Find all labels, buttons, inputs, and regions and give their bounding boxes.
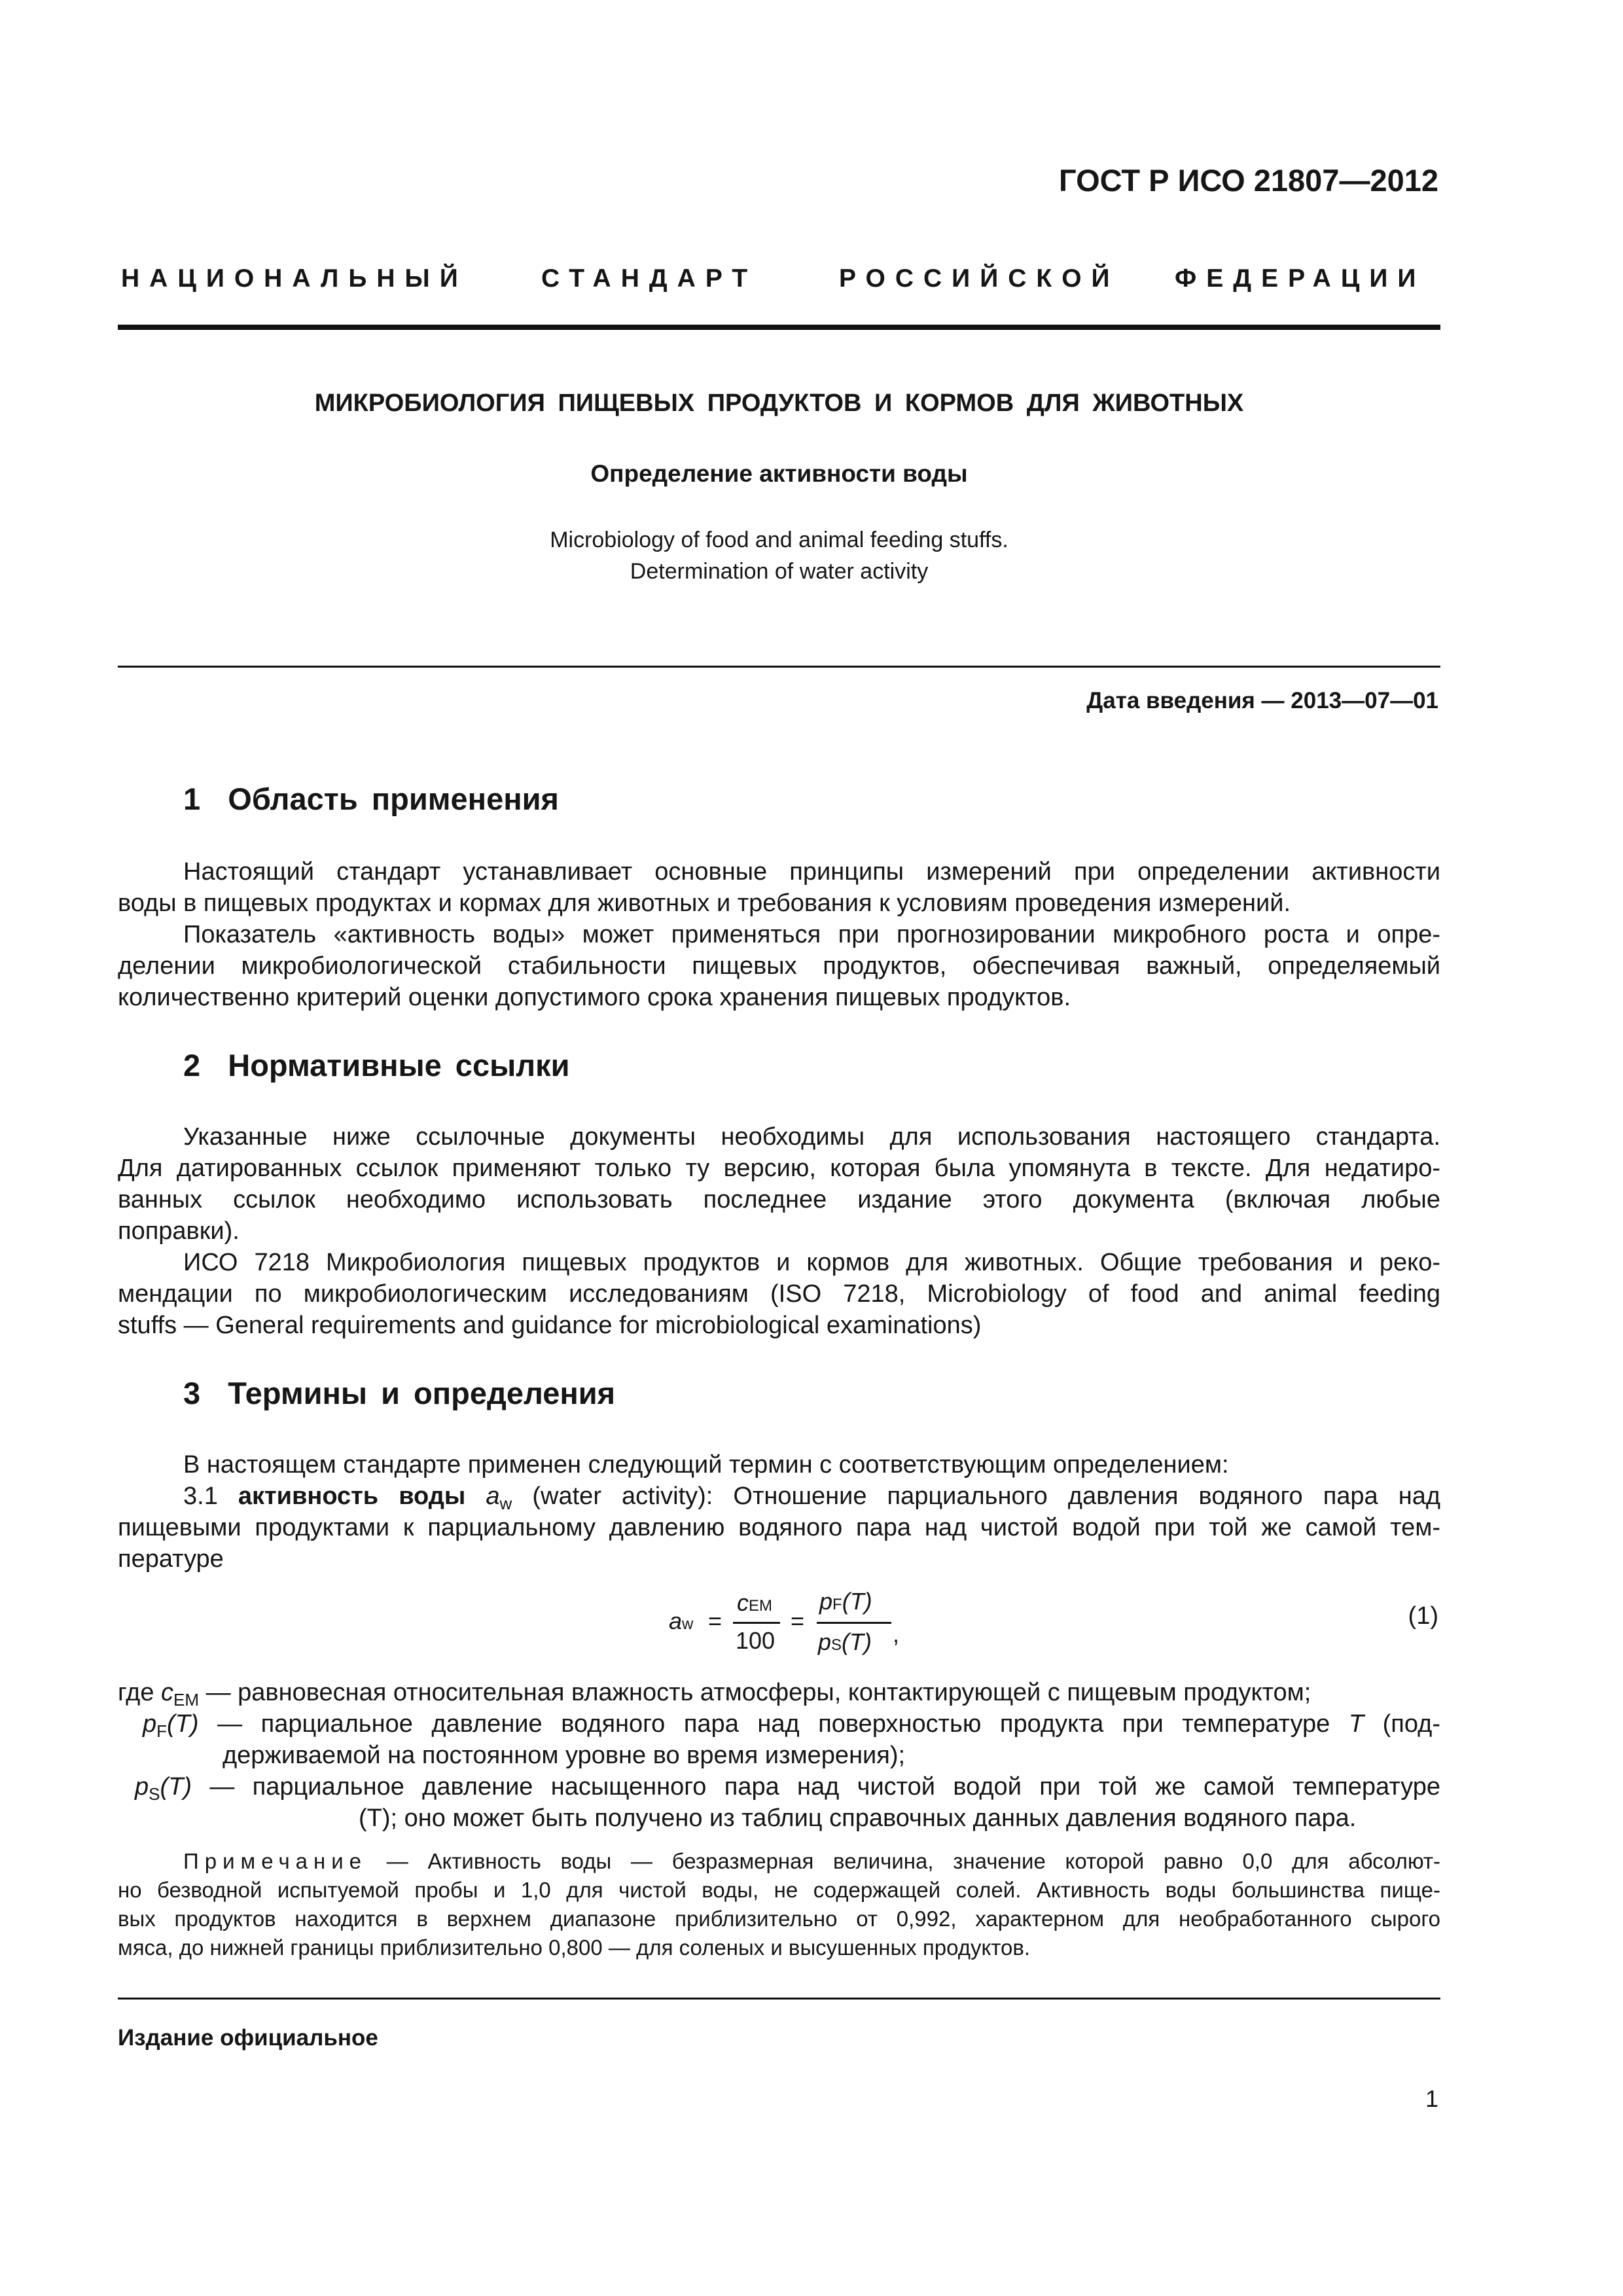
introduction-date: Дата введения — 2013—07—01: [1086, 688, 1438, 713]
note-label: Примечание: [183, 1849, 368, 1873]
note-text-1: — Активность воды — безразмерная величина, значение которой равно 0,0 для абсолют-: [386, 1849, 1440, 1873]
section-1-heading: 1 Область применения: [183, 781, 559, 816]
top-divider: [118, 325, 1440, 330]
section-1-line-2: воды в пищевых продуктах и кормах для животных и требования к условиям проведения измерений.: [118, 889, 1291, 917]
water-activity-formula: [669, 1588, 918, 1660]
pf-symbol: p: [143, 1710, 157, 1738]
title-divider: [118, 666, 1440, 668]
note-line-4: мяса, до нижней границы приблизительно 0,800 — для соленых и высушенных продуктов.: [118, 1935, 1031, 1960]
formula-lhs: aw: [669, 1607, 694, 1634]
formula-numerator-1: cEM: [737, 1589, 772, 1616]
formula-equals-2: =: [791, 1607, 805, 1634]
section-2-line-2: Для датированных ссылок применяют только ту версию, которая была упомянута в тексте. Для недатиро-: [118, 1155, 1440, 1182]
c-definition: — равновесная относительная влажность атмосферы, контактирующей с пищевым продуктом;: [205, 1679, 1311, 1706]
ps-argument: (T): [160, 1773, 192, 1801]
term-symbol-subscript: w: [499, 1494, 512, 1513]
formula-number: (1): [1408, 1602, 1438, 1630]
note-line-3: вых продуктов находится в верхнем диапазоне приблизительно от 0,992, характерном для необработанного сырого: [118, 1907, 1440, 1931]
section-3-intro: В настоящем стандарте применен следующий термин с соответствующим определением:: [183, 1451, 1229, 1479]
note-line-2: но безводной испытуемой пробы и 1,0 для чистой воды, не содержащей солей. Активность воды большинства пище-: [118, 1878, 1440, 1902]
pf-definition-part-1-end: (под-: [1382, 1710, 1440, 1738]
document-subtitle: Определение активности воды: [590, 460, 968, 487]
pf-temperature-symbol: T: [1348, 1710, 1364, 1738]
formula-numerator-2: pF(T): [819, 1588, 872, 1615]
section-2-line-4: поправки).: [118, 1217, 240, 1245]
section-1-line-1: Настоящий стандарт устанавливает основные принципы измерений при определении активности: [183, 858, 1440, 886]
document-title: МИКРОБИОЛОГИЯ ПИЩЕВЫХ ПРОДУКТОВ И КОРМОВ ДЛЯ ЖИВОТНЫХ: [314, 389, 1244, 417]
note-line-1: [118, 1847, 1440, 1876]
document-code: ГОСТ Р ИСО 21807—2012: [1059, 163, 1438, 198]
pf-argument: (T): [167, 1710, 199, 1738]
term-definition-start: (water activity): Отношение парциального давления водяного пара над: [532, 1482, 1441, 1510]
banner-word-4: ФЕДЕРАЦИИ: [1175, 264, 1426, 293]
c-symbol: c: [161, 1679, 174, 1706]
section-2-line-5: ИСО 7218 Микробиология пищевых продуктов и кормов для животных. Общие требования и реко-: [183, 1249, 1440, 1276]
footer-divider: [118, 1998, 1440, 2000]
c-subscript: EM: [173, 1690, 200, 1710]
section-2-line-3: ванных ссылок необходимо использовать последнее издание этого документа (включая любые: [118, 1186, 1440, 1213]
section-3-heading: 3 Термины и определения: [183, 1376, 616, 1410]
term-name: активность воды: [238, 1482, 466, 1510]
section-1-line-3: Показатель «активность воды» может применяться при прогнозировании микробного роста и опре-: [183, 921, 1440, 948]
section-2-line-7: stuffs — General requirements and guidance for microbiological examinations): [118, 1312, 982, 1339]
banner-word-3: РОССИЙСКОЙ: [839, 264, 1120, 293]
section-2-heading: 2 Нормативные ссылки: [183, 1048, 570, 1083]
term-number: 3.1: [183, 1482, 218, 1510]
english-title-line-1: Microbiology of food and animal feeding stuffs.: [550, 528, 1008, 552]
banner-word-1: НАЦИОНАЛЬНЫЙ: [121, 264, 468, 293]
page-number: 1: [1425, 2085, 1438, 2112]
fraction-bar-1: [733, 1622, 780, 1624]
section-2-line-6: мендации по микробиологическим исследованиям (ISO 7218, Microbiology of food and animal feeding: [118, 1280, 1440, 1308]
ps-subscript: S: [149, 1784, 160, 1804]
ps-definition-part-1: — парциальное давление насыщенного пара над чистой водой при той же самой температуре: [209, 1773, 1440, 1801]
banner-word-2: СТАНДАРТ: [541, 264, 758, 293]
where-label: где: [118, 1679, 154, 1706]
formula-equals-1: =: [708, 1607, 722, 1634]
official-edition-label: Издание официальное: [118, 2025, 378, 2051]
definition-pf-line-2: держиваемой на постоянном уровне во время измерения);: [223, 1742, 906, 1769]
section-2-line-1: Указанные ниже ссылочные документы необходимы для использования настоящего стандарта.: [183, 1123, 1440, 1151]
pf-definition-part-1: — парциальное давление водяного пара над поверхностью продукта при температуре: [217, 1710, 1330, 1738]
formula-comma: ,: [893, 1621, 900, 1647]
formula-denominator-1: 100: [736, 1627, 776, 1654]
section-1-line-5: количественно критерий оценки допустимого срока хранения пищевых продуктов.: [118, 984, 1071, 1011]
definition-ps-line-2: (T); оно может быть получено из таблиц справочных данных давления водяного пара.: [359, 1804, 1357, 1832]
ps-symbol: p: [135, 1773, 149, 1801]
formula-denominator-2: pS(T): [818, 1628, 872, 1655]
section-1-line-4: делении микробиологической стабильности пищевых продуктов, обеспечивая важный, определяемый: [118, 952, 1440, 980]
pf-subscript: F: [156, 1721, 168, 1741]
term-3-1-line-3: пературе: [118, 1545, 224, 1573]
term-3-1-line-2: пищевыми продуктами к парциальному давлению водяного пара над чистой водой при той же самой тем-: [118, 1514, 1440, 1541]
english-title-line-2: Determination of water activity: [630, 559, 929, 584]
fraction-bar-2: [817, 1622, 891, 1624]
term-symbol: a: [486, 1482, 500, 1510]
